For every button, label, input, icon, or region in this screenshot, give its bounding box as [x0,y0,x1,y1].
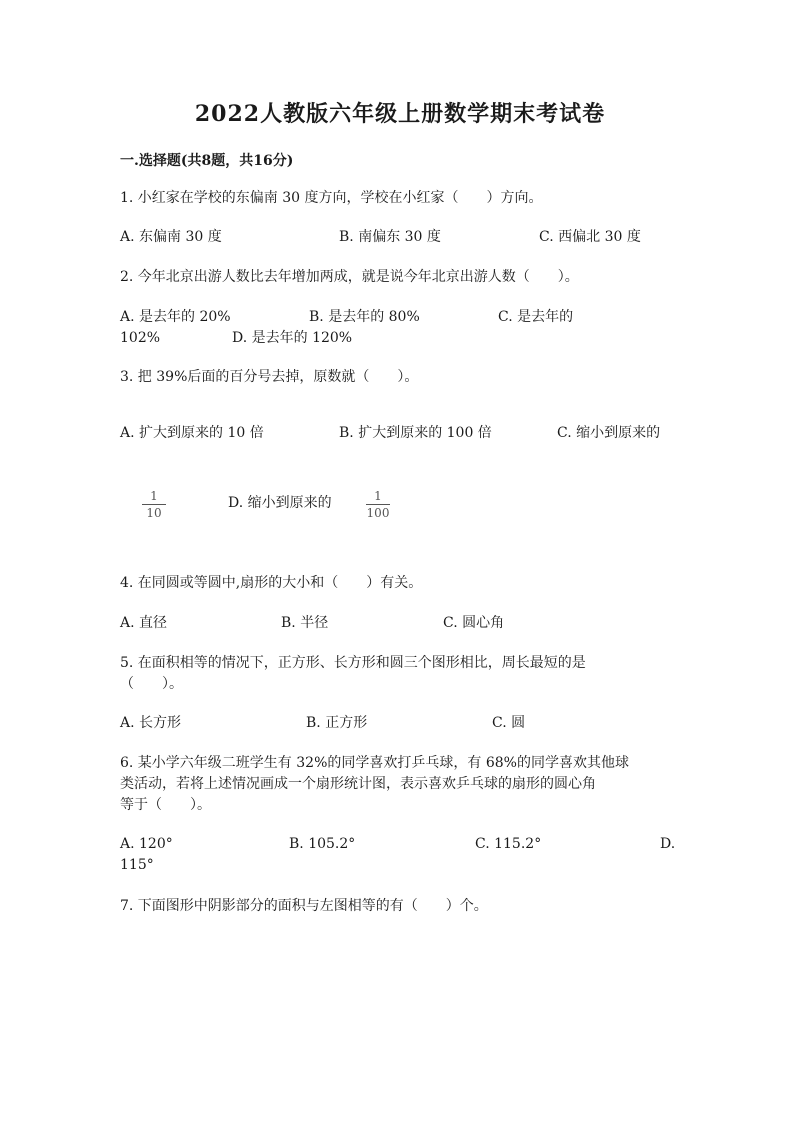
question-5-stem-line-1: 5. 在面积相等的情况下，正方形、长方形和圆三个图形相比，周长最短的是 [120,655,586,671]
exam-title: 2022人教版六年级上册数学期末考试卷 [194,101,606,127]
question-6-stem-line-3: 等于（ ）。 [120,797,211,813]
question-3-option-c-fraction [134,488,174,521]
question-6-option-b: B. 105.2° [289,836,356,852]
question-2-option-c-cont: 102% [120,330,161,346]
section-heading: 一.选择题(共8题，共16分) [120,153,294,169]
question-6-stem-line-2: 类活动，若将上述情况画成一个扇形统计图，表示喜欢乒乓球的扇形的圆心角 [120,776,596,792]
question-2-stem: 2. 今年北京出游人数比去年增加两成，就是说今年北京出游人数（ ）。 [120,269,579,285]
fraction-numerator: 1 [374,489,382,503]
question-3-option-b: B. 扩大到原来的 100 倍 [339,425,492,441]
question-2-option-a: A. 是去年的 20% [120,309,231,325]
question-2-option-d: D. 是去年的 120% [232,330,353,346]
question-5-option-b: B. 正方形 [306,715,368,731]
question-6-option-c: C. 115.2° [475,836,542,852]
question-6-option-d-cont: 115° [120,857,154,873]
question-4-stem: 4. 在同圆或等圆中,扇形的大小和（ ）有关。 [120,575,423,591]
question-1-option-b: B. 南偏东 30 度 [339,229,441,245]
fraction-denominator: 100 [366,506,390,520]
question-2-option-c: C. 是去年的 [498,309,574,325]
question-1-option-a: A. 东偏南 30 度 [120,229,222,245]
question-1-option-c: C. 西偏北 30 度 [539,229,641,245]
question-5-option-c: C. 圆 [492,715,526,731]
fraction-numerator: 1 [150,489,158,503]
question-6-option-d: D. [660,836,676,852]
question-3-option-c: C. 缩小到原来的 [557,425,661,441]
fraction-denominator: 10 [146,506,162,520]
question-3-stem: 3. 把 39%后面的百分号去掉，原数就（ ）。 [120,369,419,385]
question-6-option-a: A. 120° [120,836,173,852]
question-4-option-a: A. 直径 [120,615,168,631]
question-6-stem-line-1: 6. 某小学六年级二班学生有 32%的同学喜欢打乒乓球，有 68%的同学喜欢其他球 [120,755,629,771]
question-3-option-d-fraction [358,488,398,521]
question-4-option-b: B. 半径 [281,615,329,631]
question-5-option-a: A. 长方形 [120,715,182,731]
question-1-stem: 1. 小红家在学校的东偏南 30 度方向，学校在小红家（ ）方向。 [120,190,543,206]
question-2-option-b: B. 是去年的 80% [309,309,420,325]
question-3-option-a: A. 扩大到原来的 10 倍 [120,425,264,441]
question-5-stem-line-2: （ ）。 [120,676,183,692]
question-3-option-d: D. 缩小到原来的 [228,495,332,511]
question-7-stem: 7. 下面图形中阴影部分的面积与左图相等的有（ ）个。 [120,898,488,914]
question-4-option-c: C. 圆心角 [443,615,505,631]
